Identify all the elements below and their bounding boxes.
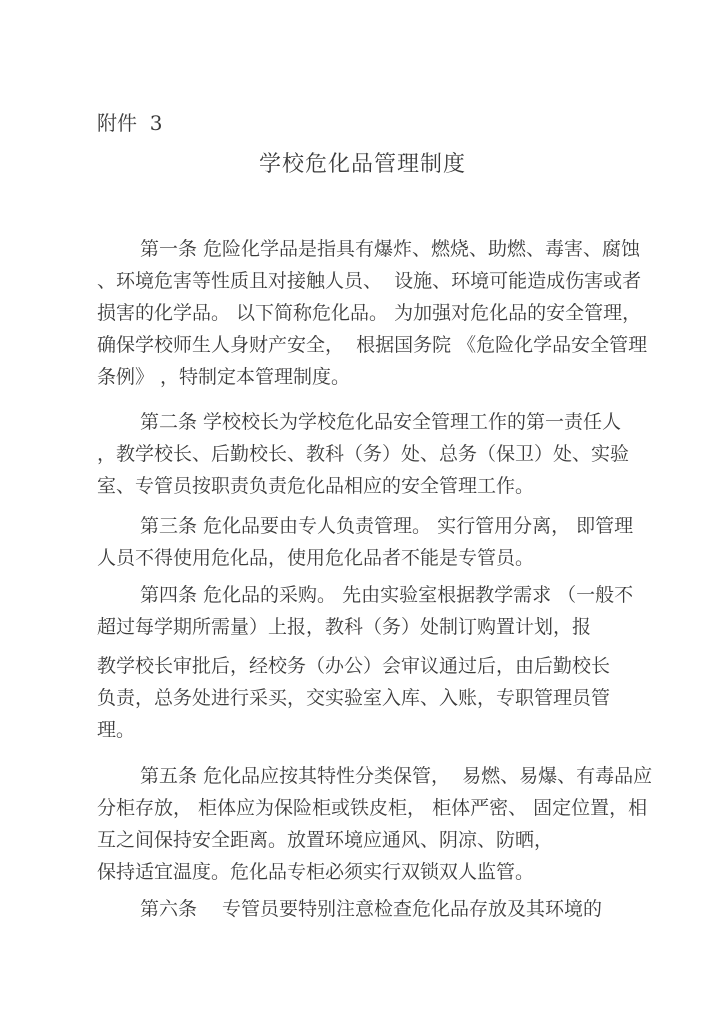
text-line: 确保学校师生人身财产安全， 根据国务院 《危险化学品安全管理 [97, 334, 648, 356]
text-line: 第六条 专管员要特别注意检查危化品存放及其环境的 [140, 898, 603, 920]
text-line: 第四条 危化品的采购。 先由实验室根据教学需求 （一般不 [140, 584, 634, 606]
paragraph-article-2 [97, 406, 628, 502]
text-line: 分柜存放， 柜体应为保险柜或铁皮柜， 柜体严密、 固定位置，相 [97, 797, 648, 819]
text-line: 第三条 危化品要由专人负责管理。 实行管用分离， 即管理 [140, 515, 634, 537]
paragraph-article-5 [97, 760, 653, 856]
text-line: 第二条 学校校长为学校危化品安全管理工作的第一责任人 [140, 411, 622, 433]
text-line: 负责，总务处进行采买，交实验室入库、入账，专职管理员管 [97, 687, 611, 709]
text-line: 第五条 危化品应按其特性分类保管， 易燃、易爆、有毒品应 [140, 765, 653, 787]
paragraph-article-6 [97, 893, 628, 925]
text-line: 第一条 危险化学品是指具有爆炸、燃烧、助燃、毒害、腐蚀 [140, 238, 641, 260]
text-line: 保持适宜温度。危化品专柜必须实行双锁双人监管。 [97, 861, 535, 883]
text-line: 超过每学期所需量）上报，教科（务）处制订购置计划，报 [97, 616, 592, 638]
text-line: 条例》 ，特制定本管理制度。 [97, 366, 351, 388]
paragraph-article-3 [97, 510, 634, 574]
paragraph-article-5-continued [97, 856, 628, 888]
paragraph-article-4 [97, 579, 634, 643]
document-title: 学校危化品管理制度 [258, 152, 466, 177]
text-line: 、环境危害等性质且对接触人员、 设施、环境可能造成伤害或者 [97, 270, 642, 292]
text-line: 教学校长审批后，经校务（办公）会审议通过后，由后勤校长 [97, 655, 611, 677]
text-line: ，教学校长、后勤校长、教科（务）处、总务（保卫）处、实验 [97, 443, 630, 465]
attachment-label: 附件 3 [97, 111, 163, 135]
text-line: 互之间保持安全距离。放置环境应通风、阴凉、防晒， [97, 829, 554, 851]
text-line: 人员不得使用危化品，使用危化品者不能是专管员。 [97, 547, 535, 569]
text-line: 室、专管员按职责负责危化品相应的安全管理工作。 [97, 475, 535, 497]
paragraph-article-4-continued [97, 650, 628, 746]
text-line: 损害的化学品。 以下简称危化品。 为加强对危化品的安全管理， [97, 302, 642, 324]
text-line: 理。 [97, 719, 136, 741]
paragraph-article-1 [97, 233, 648, 393]
